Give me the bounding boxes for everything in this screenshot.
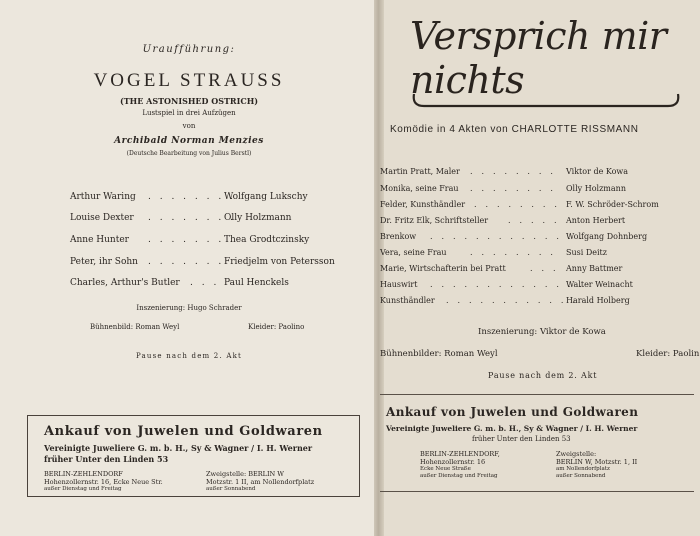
jeweler-advertisement: [27, 415, 360, 497]
cast-actor: Anton Herbert: [566, 216, 626, 225]
cast-actor: Paul Henckels: [224, 278, 289, 288]
ad-location-2-hours: außer Sonnabend: [206, 486, 256, 492]
right-set-design-credit: Bühnenbilder: Roman Weyl: [380, 349, 498, 359]
adaptation-note: (Deutsche Bearbeitung von Julius Berstl): [126, 150, 252, 157]
ad-headline: Ankauf von Juwelen und Goldwaren: [386, 405, 639, 419]
ad-location-1-hours: außer Dienstag und Freitag: [44, 486, 122, 492]
intermission-note: Pause nach dem 2. Akt: [135, 352, 243, 360]
director-credit: Inszenierung: Hugo Schrader: [136, 304, 242, 312]
set-design-credit: Bühnenbild: Roman Weyl: [90, 323, 180, 331]
ad-location-2-label: Zweigstelle:: [556, 450, 597, 458]
cast-leader-dots: . . . . .: [508, 216, 560, 225]
by-label: von: [182, 122, 196, 130]
cast-role: Monika, seine Frau: [380, 184, 459, 193]
cast-actor: F. W. Schröder-Schrom: [566, 200, 659, 209]
author-name: Archibald Norman Menzies: [114, 136, 264, 146]
cast-actor: Harald Holberg: [566, 296, 630, 305]
cast-actor: Wolfgang Dohnberg: [566, 232, 648, 241]
costume-credit: Kleider: Paolino: [248, 323, 305, 331]
cast-leader-dots: . . . . . . . .: [470, 248, 557, 257]
cast-role: Hauswirt: [380, 280, 418, 289]
cast-actor: Thea Grodtczinsky: [224, 235, 310, 245]
title-flourish: [410, 90, 682, 112]
cast-actor: Susi Deitz: [566, 248, 607, 257]
cast-role: Felder, Kunsthändler: [380, 200, 466, 209]
cast-role: Kunsthändler: [380, 296, 435, 305]
cast-leader-dots: . . .: [530, 264, 559, 273]
cast-actor: Olly Holzmann: [224, 213, 292, 223]
cast-actor: Wolfgang Lukschy: [224, 192, 308, 202]
cast-leader-dots: . . . . . . . .: [470, 184, 557, 193]
play-title-versprich-mir-nichts: Versprich mir nichts: [410, 14, 667, 102]
ad-company: Vereinigte Juweliere G. m. b. H., Sy & Wagner / I. H. Werner: [386, 424, 638, 433]
ad-location-1-street: Hohenzollernstr. 16, Ecke Neue Str.: [44, 478, 163, 486]
cast-leader-dots: . . . . . . . .: [148, 235, 236, 245]
premiere-label: Uraufführung:: [142, 44, 236, 55]
ad-location-2-street: Motzstr. 1 II, am Nollendorfplatz: [206, 478, 315, 486]
right-director-credit: Inszenierung: Viktor de Kowa: [478, 327, 606, 337]
ad-location-2-square: am Nollendorfplatz: [556, 466, 610, 472]
cast-role: Arthur Waring: [70, 192, 136, 202]
play-genre: Lustspiel in drei Aufzügen: [142, 109, 236, 117]
cast-leader-dots: . . . . . . . .: [148, 192, 236, 202]
cast-role: Louise Dexter: [70, 213, 134, 223]
ad-location-1-hours: außer Dienstag und Freitag: [420, 473, 498, 479]
cast-actor: Anny Battmer: [566, 264, 623, 273]
cast-role: Charles, Arthur's Butler: [70, 278, 180, 288]
cast-role: Dr. Fritz Elk, Schriftsteller: [380, 216, 489, 225]
cast-leader-dots: . . . . . . . . . . . . . .: [430, 232, 586, 241]
cast-role: Peter, ihr Sohn: [70, 257, 138, 267]
right-costume-credit: Kleider: Paolin: [636, 349, 700, 359]
play-title-vogel-strauss: VOGEL STRAUSS: [93, 70, 285, 91]
cast-leader-dots: . . . . . . .: [148, 257, 225, 267]
cast-actor: Olly Holzmann: [566, 184, 626, 193]
ad-location-2-street: BERLIN W, Motzstr. 1, II: [556, 458, 638, 466]
english-title: (THE ASTONISHED OSTRICH): [119, 96, 259, 106]
cast-actor: Walter Weinacht: [566, 280, 633, 289]
ad-former-address: früher Unter den Linden 53: [472, 435, 571, 443]
cast-leader-dots: . . . . . . . .: [470, 167, 557, 176]
cast-leader-dots: . . . . . . . . . . . . . .: [430, 280, 586, 289]
cast-role: Vera, seine Frau: [380, 248, 447, 257]
right-intermission-note: Pause nach dem 2. Akt: [488, 371, 598, 380]
cast-role: Brenkow: [380, 232, 417, 241]
cast-role: Marie, Wirtschafterin bei Pratt: [380, 264, 506, 273]
ad-location-1-street: Hohenzollernstr. 16: [420, 458, 486, 466]
ad-headline: Ankauf von Juwelen und Goldwaren: [44, 424, 323, 439]
right-play-subtitle: Komödie in 4 Akten von CHARLOTTE RISSMANN: [390, 124, 639, 135]
right-jeweler-advertisement: [380, 394, 694, 492]
ad-location-1-corner: Ecke Neue Straße: [420, 466, 471, 472]
cast-leader-dots: . . . . . . . . . . . .: [446, 296, 579, 305]
ad-location-1-city: BERLIN-ZEHLENDORF: [44, 470, 123, 478]
ad-location-2-city: Zweigstelle: BERLIN W: [206, 470, 284, 478]
cast-actor: Viktor de Kowa: [566, 167, 629, 176]
cast-role: Martin Pratt, Maler: [380, 167, 460, 176]
ad-location-2-hours: außer Sonnabend: [556, 473, 606, 479]
ad-company: Vereinigte Juweliere G. m. b. H., Sy & Wagner / I. H. Werner: [44, 443, 313, 453]
ad-former-address: früher Unter den Linden 53: [44, 454, 169, 464]
cast-leader-dots: . . . . . . . .: [474, 200, 561, 209]
cast-actor: Friedjelm von Petersson: [224, 257, 335, 267]
cast-role: Anne Hunter: [70, 235, 129, 245]
ad-location-1-city: BERLIN-ZEHLENDORF,: [420, 450, 500, 458]
cast-leader-dots: . . . . . . . .: [148, 213, 236, 223]
cast-leader-dots: . . .: [190, 278, 220, 288]
